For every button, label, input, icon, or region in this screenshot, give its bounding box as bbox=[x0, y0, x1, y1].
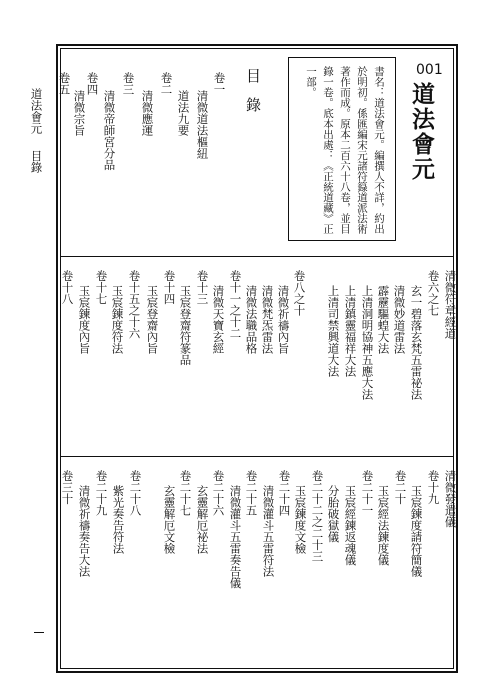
toc-r3-entry: 卷二十七 bbox=[178, 470, 193, 516]
doc-title: 道法會元 bbox=[408, 82, 435, 182]
toc-r3-entry: 卷二十二之二十三 bbox=[310, 470, 325, 562]
toc-r2-entry: 玄一碧落玄梵五雷祕法 bbox=[409, 285, 424, 400]
toc-r1-entry: 卷二 bbox=[159, 72, 174, 95]
toc-r2-entry: 卷十八 bbox=[60, 270, 75, 305]
toc-r3-entry: 清微灌斗五雷符法 bbox=[261, 485, 276, 577]
toc-r1-entry: 卷一 bbox=[212, 72, 227, 95]
toc-r1-entry: 卷三 bbox=[121, 72, 136, 95]
toc-r2-entry: 清微梵炁雷法 bbox=[260, 285, 275, 354]
toc-r2-entry: 玉宸鍊度符法 bbox=[110, 285, 125, 354]
page-mark bbox=[34, 632, 44, 633]
toc-r2-entry: 卷十四 bbox=[162, 270, 177, 305]
toc-r3-entry: 卷十九 bbox=[426, 470, 441, 505]
toc-r2-entry: 清微法職品格 bbox=[244, 285, 259, 354]
divider-2 bbox=[61, 456, 453, 457]
toc-r2-entry: 清微妙道雷法 bbox=[392, 285, 407, 354]
toc-r2-entry: 玉宸登齋符篆品 bbox=[178, 285, 193, 366]
toc-r2-entry: 玉宸鍊度內旨 bbox=[77, 285, 92, 354]
divider-1 bbox=[61, 256, 453, 257]
toc-r3-entry: 玉宸鍊度請符簡儀 bbox=[409, 485, 424, 577]
side-title: 道法會元 bbox=[29, 88, 44, 134]
toc-r3-entry: 卷三十 bbox=[60, 470, 75, 505]
toc-r2-sub-entry: 霹靂驅蝗大法 bbox=[376, 285, 391, 354]
toc-r3-entry: 卷二十九 bbox=[94, 470, 109, 516]
toc-r1-entry: 清微道法樞紐 bbox=[195, 90, 210, 159]
toc-r2-entry: 卷十七 bbox=[94, 270, 109, 305]
info-text: 書名：道法會元。編撰人不詳，約出於明初。係匯編宋元諸符籙道派法術著作而成。原本二百六十八卷，並目錄一卷。底本出處：《正統道藏》正一部。 bbox=[305, 66, 385, 234]
toc-r1-entry: 卷四 bbox=[85, 72, 100, 95]
toc-r3-entry: 卷二十四 bbox=[277, 470, 292, 516]
toc-r1-entry: 卷五 bbox=[57, 72, 72, 95]
toc-r2-entry: 玉宸登齋內旨 bbox=[145, 285, 160, 354]
toc-r3-entry: 紫光奏告符法 bbox=[111, 485, 126, 554]
toc-r3-entry: 玉宸經鍊返魂儀 bbox=[343, 485, 358, 566]
toc-r3-entry: 玄靈解厄文檢 bbox=[162, 485, 177, 554]
toc-r1-entry: 清微帝師宮分品 bbox=[102, 90, 117, 171]
side-section: 目錄 bbox=[29, 150, 44, 173]
toc-r2-entry: 卷八之十 bbox=[292, 270, 307, 316]
toc-r3-entry: 卷二十八 bbox=[128, 470, 143, 516]
toc-r3-entry: 卷二十 bbox=[393, 470, 408, 505]
toc-r1-entry: 清微應運 bbox=[140, 90, 155, 136]
toc-r2-entry: 卷十一之十二 bbox=[228, 270, 243, 339]
toc-r3-entry: 分胎破獄儀 bbox=[326, 485, 341, 543]
toc-r3-entry: 卷二十一 bbox=[360, 470, 375, 516]
toc-r2-entry: 清微天寶玄經 bbox=[211, 285, 226, 354]
toc-r1-entry: 清微宗旨 bbox=[72, 90, 87, 136]
toc-r2-sub-entry: 上清洞明協神五應大法 bbox=[360, 285, 375, 400]
toc-r2-entry: 卷十五之十六 bbox=[127, 270, 142, 339]
toc-r2-entry: 清微祈禱內旨 bbox=[276, 285, 291, 354]
toc-r2-sub-entry: 上清鎮靈福祥大法 bbox=[343, 285, 358, 377]
doc-number: 001 bbox=[416, 62, 443, 78]
toc-r2-sub-entry: 上清司禁興道大法 bbox=[326, 285, 341, 377]
toc-r3-entry: 清微祈禱奏告大法 bbox=[77, 485, 92, 577]
toc-r3-entry: 玉宸鍊度文檢 bbox=[293, 485, 308, 554]
toc-r2-entry: 卷十三 bbox=[195, 270, 210, 305]
toc-r3-entry: 玉宸經法鍊度儀 bbox=[376, 485, 391, 566]
toc-r3-entry: 清微發遣儀 bbox=[443, 470, 458, 528]
toc-r2-entry: 卷六之七 bbox=[426, 270, 441, 316]
toc-heading: 目錄 bbox=[244, 68, 262, 126]
toc-r3-entry: 玄靈解厄祕法 bbox=[195, 485, 210, 554]
toc-r1-entry: 道法九要 bbox=[176, 90, 191, 136]
toc-r3-entry: 卷二十六 bbox=[211, 470, 226, 516]
toc-r3-entry: 卷二十五 bbox=[244, 470, 259, 516]
toc-r3-entry: 清微灌斗五雷奏告儀 bbox=[228, 485, 243, 589]
toc-r2-entry: 清微符章經道 bbox=[443, 270, 458, 339]
info-box bbox=[288, 57, 396, 241]
